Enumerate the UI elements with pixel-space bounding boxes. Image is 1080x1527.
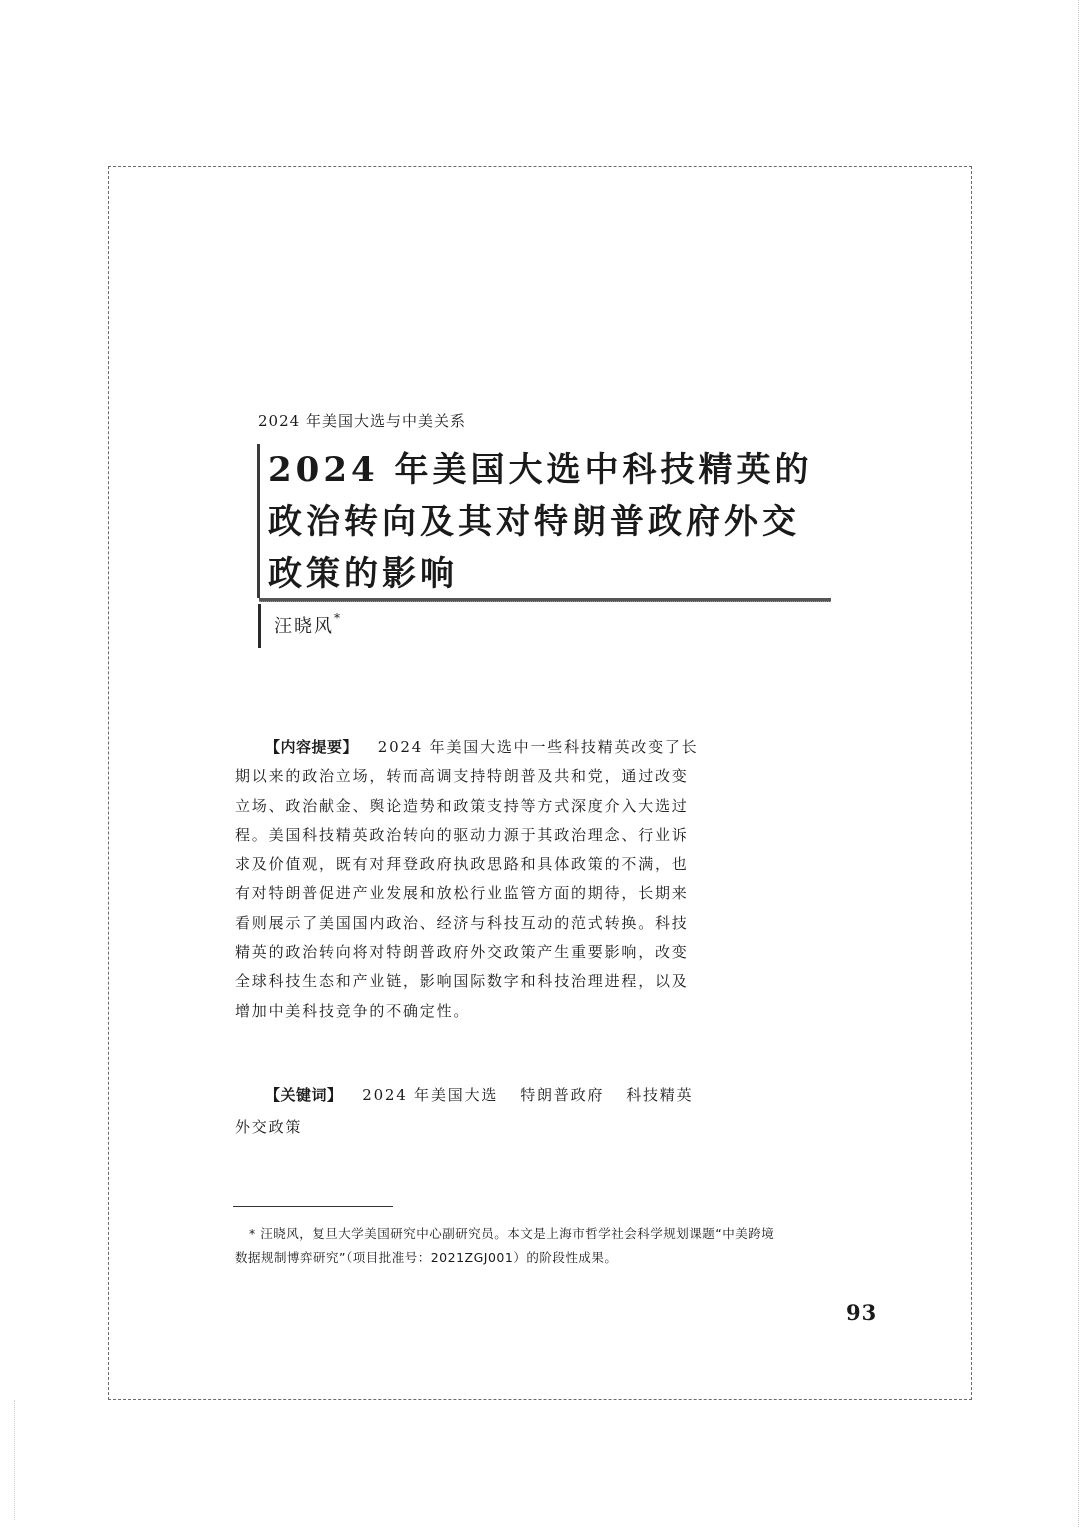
author-footnote-mark: * [334, 611, 342, 625]
title-left-rule [257, 444, 260, 598]
abstract-text: 2024 年美国大选中一些科技精英改变了长 [377, 738, 699, 756]
title-line: 政治转向及其对特朗普政府外交 [268, 502, 800, 542]
page-number: 93 [846, 1300, 878, 1325]
footnote-rule [233, 1206, 393, 1207]
keywords [235, 1079, 745, 1143]
author-left-rule [258, 604, 261, 648]
keywords-label: 【关键词】 [265, 1086, 343, 1104]
title-line: 政策的影响 [268, 554, 458, 594]
abstract-label: 【内容提要】 [265, 738, 359, 756]
article-title [268, 444, 848, 600]
author-name: 汪晓风 [274, 616, 334, 637]
keywords-line [235, 1079, 745, 1111]
title-underline [259, 598, 831, 602]
scan-edge-marks-left [14, 1400, 16, 1520]
abstract-line: 求及价值观，既有对拜登政府执政思路和具体政策的不满，也 [235, 855, 689, 874]
abstract-line: 程。美国科技精英政治转向的驱动力源于其政治理念、行业诉 [235, 825, 689, 844]
author-line [274, 612, 342, 638]
abstract-line: 增加中美科技竞争的不确定性。 [235, 1001, 471, 1020]
abstract [235, 733, 745, 1026]
abstract-line: 期以来的政治立场，转而高调支持特朗普及共和党，通过改变 [235, 767, 689, 786]
footnote-line: * 汪晓风，复旦大学美国研究中心副研究员。本文是上海市哲学社会科学规划课题“中美跨境 [249, 1226, 775, 1241]
series-heading: 2024 年美国大选与中美关系 [258, 412, 466, 430]
abstract-line: 全球科技生态和产业链，影响国际数字和科技治理进程，以及 [235, 972, 689, 991]
abstract-line: 有对特朗普促进产业发展和放松行业监管方面的期待，长期来 [235, 884, 689, 903]
keyword: 特朗普政府 [520, 1086, 605, 1104]
title-line: 2024 年美国大选中科技精英的 [268, 450, 813, 490]
abstract-line: 立场、政治献金、舆论造势和政策支持等方式深度介入大选过 [235, 796, 689, 815]
keyword: 科技精英 [626, 1086, 694, 1104]
footnote [235, 1222, 875, 1270]
footnote-line: 数据规制博弈研究”（项目批准号：2021ZGJ001）的阶段性成果。 [235, 1250, 618, 1265]
abstract-line: 精英的政治转向将对特朗普政府外交政策产生重要影响，改变 [235, 943, 689, 962]
abstract-line: 看则展示了美国国内政治、经济与科技互动的范式转换。科技 [235, 913, 689, 932]
keyword: 2024 年美国大选 [362, 1086, 499, 1104]
abstract-line [235, 733, 745, 762]
keyword: 外交政策 [235, 1118, 303, 1136]
